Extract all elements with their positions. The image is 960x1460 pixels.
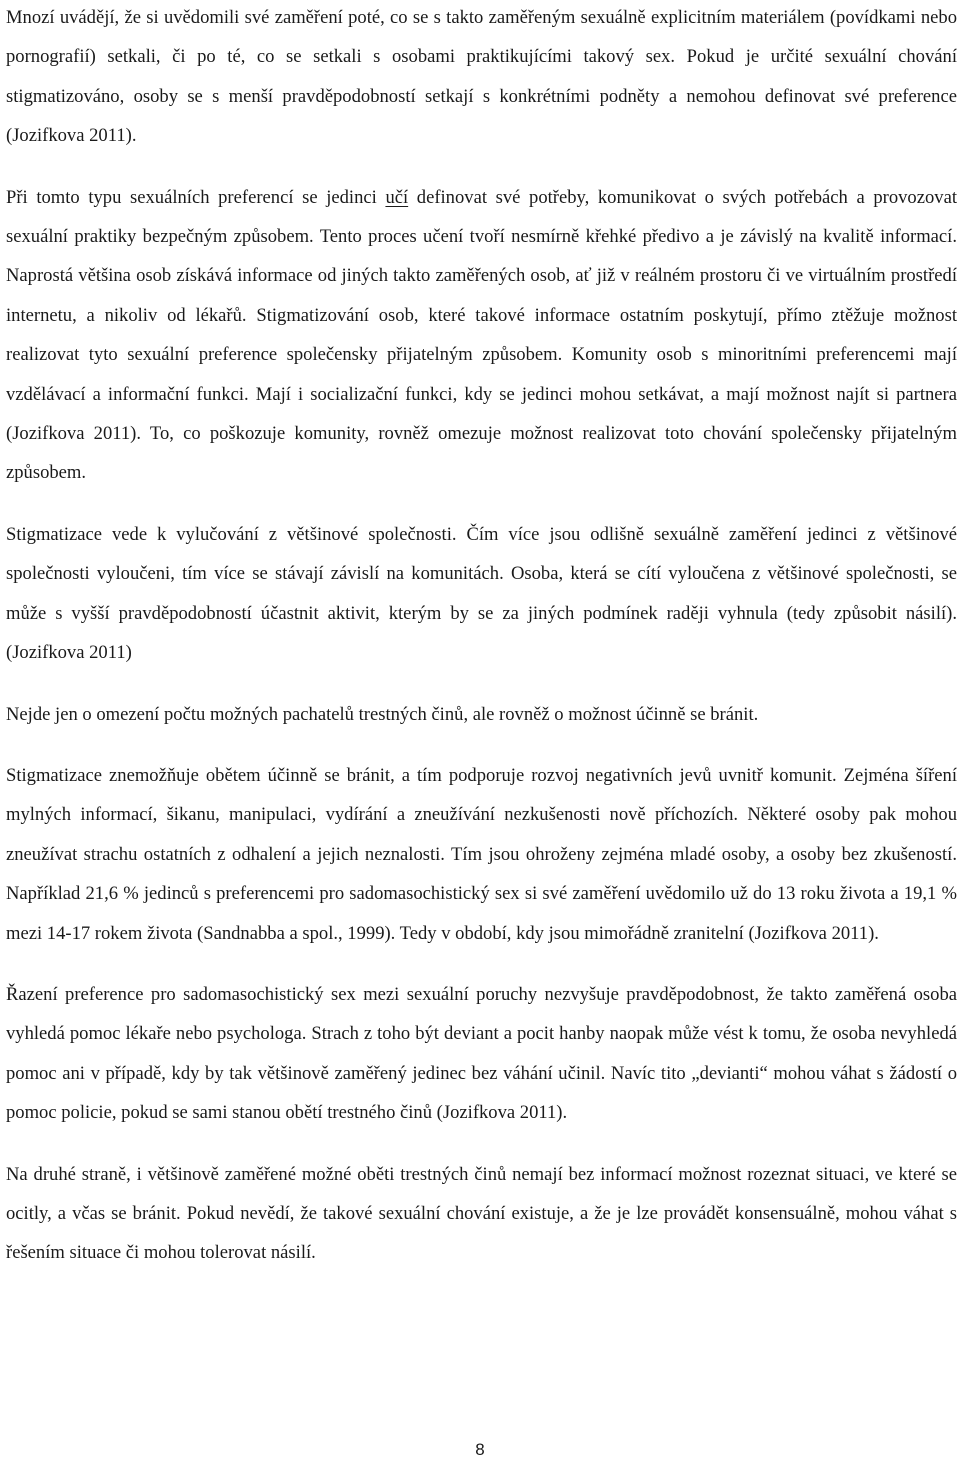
paragraph-2 <box>6 178 957 493</box>
document-page <box>6 0 957 1273</box>
underlined-word: učí <box>385 186 409 208</box>
page-number: 8 <box>475 1440 485 1459</box>
paragraph-4: Nejde jen o omezení počtu možných pachatelů trestných činů, ale rovněž o možnost účinně se bránit. <box>6 703 759 725</box>
paragraph-6: Řazení preference pro sadomasochistický sex mezi sexuální poruchy nezvyšuje pravděpodobnost, že takto zaměřená osoba vyhledá pomoc lékaře nebo psychologa. Strach z toho být deviant a pocit hanby naopak může vést k tomu, že osoba nevyhledá pomoc ani v případě, kdy by tak většinově zaměřený jedinec bez váhání učinil. Navíc tito „devianti“ mohou váhat s žádostí o pomoc policie, pokud se sami stanou obětí trestného činů (Jozifkova 2011). <box>6 983 957 1124</box>
paragraph-2-after: definovat své potřeby, komunikovat o svých potřebách a provozovat sexuální praktiky bezpečným způsobem. Tento proces učení tvoří nesmírně křehké předivo a je závislý na kvalitě informací. Naprostá většina osob získává informace od jiných takto zaměřených osob, ať již v reálném prostoru či ve virtuálním prostředí internetu, a nikoliv od lékařů. Stigmatizování osob, které takové informace ostatním poskytují, přímo ztěžuje možnost realizovat tyto sexuální preference společensky přijatelným způsobem. Komunity osob s minoritními preferencemi mají vzdělávací a informační funkci. Mají i socializační funkci, kdy se jedinci mohou setkávat, a mají možnost najít si partnera (Jozifkova 2011). To, co poškozuje komunity, rovněž omezuje možnost realizovat toto chování společensky přijatelným způsobem. <box>6 186 957 484</box>
paragraph-2-before: Při tomto typu sexuálních preferencí se jedinci <box>6 186 386 208</box>
paragraph-3: Stigmatizace vede k vylučování z většinové společnosti. Čím více jsou odlišně sexuálně zaměření jedinci z většinové společnosti vyloučeni, tím více se stávají závislí na komunitách. Osoba, která se cítí vyloučena z většinové společnosti, se může s vyšší pravděpodobností účastnit aktivit, kterým by se za jiných podmínek raději vyhnula (tedy způsobit násilí). (Jozifkova 2011) <box>6 523 957 664</box>
paragraph-7: Na druhé straně, i většinově zaměřené možné oběti trestných činů nemají bez informací možnost rozeznat situaci, ve které se ocitly, a včas se bránit. Pokud nevědí, že takové sexuální chování existuje, a že je lze provádět konsensuálně, mohou váhat s řešením situace či mohou tolerovat násilí. <box>6 1163 957 1264</box>
paragraph-5: Stigmatizace znemožňuje obětem účinně se bránit, a tím podporuje rozvoj negativních jevů uvnitř komunit. Zejména šíření mylných informací, šikanu, manipulaci, vydírání a zneužívání nezkušenosti nově příchozích. Některé osoby pak mohou zneužívat strachu ostatních z odhalení a jejich neznalosti. Tím jsou ohroženy zejména mladé osoby, a osoby bez zkušeností. Například 21,6 % jedinců s preferencemi pro sadomasochistický sex si své zaměření uvědomilo už do 13 roku života a 19,1 % mezi 14-17 rokem života (Sandnabba a spol., 1999). Tedy v období, kdy jsou mimořádně zranitelní (Jozifkova 2011). <box>6 764 957 944</box>
paragraph-1: Mnozí uvádějí, že si uvědomili své zaměření poté, co se s takto zaměřeným sexuálně explicitním materiálem (povídkami nebo pornografií) setkali, či po té, co se setkali s osobami praktikujícími takový sex. Pokud je určité sexuální chování stigmatizováno, osoby se s menší pravděpodobností setkají s konkrétními podněty a nemohou definovat své preference (Jozifkova 2011). <box>6 7 957 147</box>
